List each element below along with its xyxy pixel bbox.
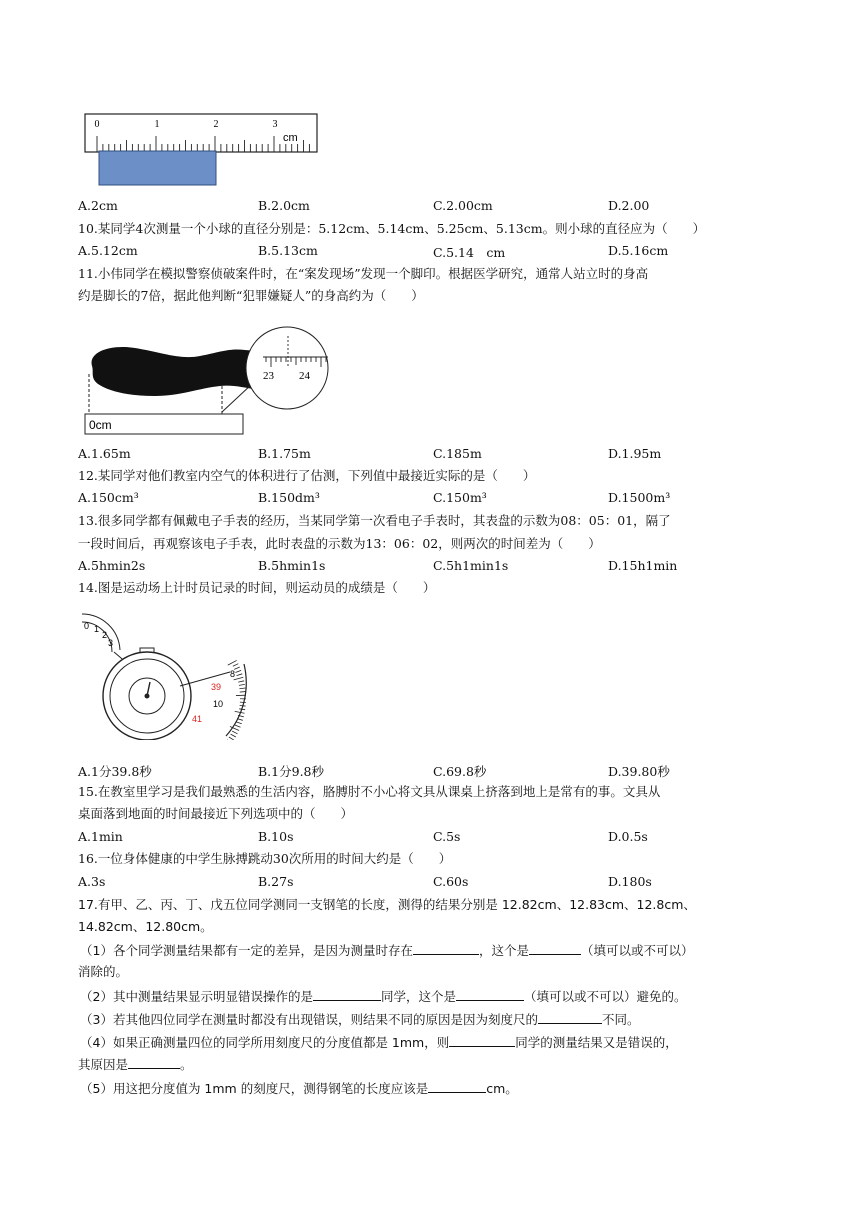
q11-stem-line2: 约是脚长的7倍，据此他判断“犯罪嫌疑人”的身高约为（ ） [78, 288, 424, 303]
q11-option-d[interactable]: D.1.95m [608, 446, 662, 461]
big-dial-41: 41 [192, 714, 203, 724]
q12-options [78, 490, 798, 506]
q17-part2-text-b: 同学，这个是 [380, 989, 456, 1004]
q9-option-b[interactable]: B.2.0cm [258, 198, 310, 213]
q17-part4 [80, 1034, 678, 1051]
big-dial-8: 8 [230, 669, 236, 679]
q11-stem-line1: 11.小伟同学在模拟警察侦破案件时，在“案发现场”发现一个脚印。根据医学研究，通常人站立时的身高 [78, 266, 649, 281]
q16-stem: 16.一位身体健康的中学生脉搏跳动30次所用的时间大约是（ ） [78, 851, 452, 866]
q17-part4-text-b: 同学的测量结果又是错误的， [515, 1035, 678, 1050]
q17-blank-4[interactable] [456, 988, 524, 1001]
big-dial-tick [232, 731, 237, 734]
q13-stem-line1: 13.很多同学都有佩戴电子手表的经历，当某同学第一次看电子手表时，其表盘的示数为08：05：01，隔了 [78, 513, 671, 528]
ruler-label-2: 2 [213, 119, 219, 130]
small-dial-1: 1 [94, 624, 100, 634]
q17-part2-text-a: （2）其中测量结果显示明显错误操作的是 [80, 989, 313, 1004]
scale-zero-label: 0cm [89, 418, 112, 432]
big-dial-tick [238, 681, 244, 682]
big-dial-tick [240, 705, 246, 706]
q17-part4-text-c: 其原因是 [78, 1057, 129, 1072]
big-dial-tick [239, 684, 245, 685]
big-dial-tick [229, 737, 234, 740]
q10-option-a[interactable]: A.5.12cm [78, 243, 138, 258]
q13-option-c[interactable]: C.5h1min1s [433, 558, 509, 573]
q15-stem-line2: 桌面落到地面的时间最接近下列选项中的（ ） [78, 806, 354, 821]
q15-option-a[interactable]: A.1min [78, 829, 123, 844]
q9-option-d[interactable]: D.2.00 [608, 198, 650, 213]
q12-option-c[interactable]: C.150m³ [433, 490, 487, 505]
small-dial-3: 3 [108, 638, 114, 648]
q17-part3 [80, 1011, 639, 1028]
q13-option-a[interactable]: A.5hmin2s [78, 558, 146, 573]
q14-option-b[interactable]: B.1分9.8秒 [258, 764, 324, 779]
big-dial-tick [234, 667, 240, 669]
big-dial-tick [239, 688, 245, 689]
q12-option-b[interactable]: B.150dm³ [258, 490, 320, 505]
big-dial-tick [233, 664, 238, 667]
q17-blank-6[interactable] [449, 1034, 515, 1047]
ruler-label-1: 1 [154, 119, 160, 130]
q17-part4-text-a: （4）如果正确测量四位的同学所用刻度尺的分度值都是 1mm，则 [80, 1035, 450, 1050]
q16-option-c[interactable]: C.60s [433, 874, 469, 889]
small-dial-2: 2 [102, 630, 108, 640]
footprint-figure [80, 326, 340, 438]
q14-option-c[interactable]: C.69.8秒 [433, 764, 487, 779]
big-dial-tick [236, 722, 242, 724]
q11-option-b[interactable]: B.1.75m [258, 446, 311, 461]
q12-option-d[interactable]: D.1500m³ [608, 490, 671, 505]
q11-option-a[interactable]: A.1.65m [78, 446, 131, 461]
q16-option-b[interactable]: B.27s [258, 874, 294, 889]
q13-stem-line2: 一段时间后，再观察该电子手表，此时表盘的示数为13：06：02，则两次的时间差为（ ） [78, 536, 601, 551]
big-dial-tick [231, 734, 236, 737]
big-dial-tick [228, 660, 237, 665]
q17-part1-cont: 消除的。 [78, 964, 129, 979]
q9-options [78, 198, 798, 214]
big-dial-tick [234, 677, 244, 680]
q11-option-c[interactable]: C.185m [433, 446, 482, 461]
q16-option-d[interactable]: D.180s [608, 874, 652, 889]
q17-stem-line1: 17.有甲、乙、丙、丁、戊五位同学测同一支钢笔的长度，测得的结果分别是 12.82cm、12.83cm、12.8cm、 [78, 897, 696, 912]
q17-stem-line2: 14.82cm、12.80cm。 [78, 919, 213, 934]
q17-part5-text-a: （5）用这把分度值为 1mm 的刻度尺，测得钢笔的长度应该是 [80, 1081, 429, 1096]
q17-part1 [80, 942, 694, 959]
q17-blank-1[interactable] [413, 942, 479, 955]
magnifier-label-23: 23 [263, 370, 274, 382]
q9-option-c[interactable]: C.2.00cm [433, 198, 493, 213]
q13-option-d[interactable]: D.15h1min [608, 558, 678, 573]
q17-blank-7[interactable] [128, 1056, 180, 1069]
q10-option-c[interactable]: C.5.14 cm [433, 245, 506, 260]
q17-part1-text-b: ，这个是 [478, 943, 529, 958]
ruler-label-0: 0 [94, 119, 100, 130]
magnifier-label-24: 24 [299, 370, 310, 382]
small-dial-0: 0 [84, 621, 90, 631]
q10-option-d[interactable]: D.5.16cm [608, 243, 669, 258]
q17-blank-3[interactable] [313, 988, 381, 1001]
measured-block [99, 151, 216, 185]
ruler-label-3: 3 [272, 119, 278, 130]
q14-stem: 14.图是运动场上计时员记录的时间，则运动员的成绩是（ ） [78, 580, 436, 595]
q17-part4-text-d: 。 [180, 1057, 193, 1072]
big-dial-39: 39 [211, 682, 222, 692]
big-dial-tick [235, 670, 241, 672]
q12-stem: 12.某同学对他们教室内空气的体积进行了估测，下列值中最接近实际的是（ ） [78, 468, 536, 483]
q17-part2-text-c: （填可以或不可以）避免的。 [523, 989, 687, 1004]
q17-blank-2[interactable] [529, 942, 581, 955]
q11-options [78, 446, 798, 462]
q14-options [78, 762, 798, 778]
q17-part3-text-a: （3）若其他四位同学在测量时都没有出现错误，则结果不同的原因是因为刻度尺的 [80, 1012, 538, 1027]
ruler-figure [80, 112, 325, 188]
ruler-unit: cm [283, 132, 298, 144]
q17-blank-5[interactable] [538, 1011, 602, 1024]
q14-option-d[interactable]: D.39.80秒 [608, 764, 670, 779]
big-dial-tick [239, 709, 245, 710]
q9-option-a[interactable]: A.2cm [78, 198, 118, 213]
q15-options [78, 829, 798, 845]
q15-option-b[interactable]: B.10s [258, 829, 294, 844]
q17-part5 [80, 1080, 518, 1097]
big-dial-tick [235, 725, 241, 727]
magnifier-circle [246, 327, 328, 409]
q10-option-b[interactable]: B.5.13cm [258, 243, 318, 258]
q13-options [78, 558, 798, 574]
q17-part5-text-b: cm。 [486, 1081, 518, 1096]
q10-stem: 10.某同学4次测量一个小球的直径分别是：5.12cm、5.14cm、5.25cm、5.13cm。则小球的直径应为（ ） [78, 221, 706, 236]
q17-part2 [80, 988, 687, 1005]
q15-option-d[interactable]: D.0.5s [608, 829, 648, 844]
q16-options [78, 874, 798, 890]
q17-part4-cont [78, 1056, 193, 1073]
big-dial-10: 10 [213, 699, 224, 709]
stopwatch-figure [80, 612, 248, 740]
q15-option-c[interactable]: C.5s [433, 829, 461, 844]
q17-part3-text-b: 不同。 [601, 1012, 640, 1027]
q10-options [78, 243, 798, 259]
q16-option-a[interactable]: A.3s [78, 874, 106, 889]
q12-option-a[interactable]: A.150cm³ [78, 490, 139, 505]
q13-option-b[interactable]: B.5hmin1s [258, 558, 326, 573]
q17-part1-text-a: （1）各个同学测量结果都有一定的差异，是因为测量时存在 [80, 943, 413, 958]
q15-stem-line1: 15.在教室里学习是我们最熟悉的生活内容，胳膊肘不小心将文具从课桌上挤落到地上是常有的事。文具从 [78, 784, 661, 799]
big-dial-tick [235, 711, 245, 713]
big-dial-tick [237, 674, 243, 676]
q17-part1-text-c: （填可以或不可以） [580, 943, 694, 958]
q17-blank-8[interactable] [428, 1080, 486, 1093]
q14-option-a[interactable]: A.1分39.8秒 [78, 764, 152, 779]
